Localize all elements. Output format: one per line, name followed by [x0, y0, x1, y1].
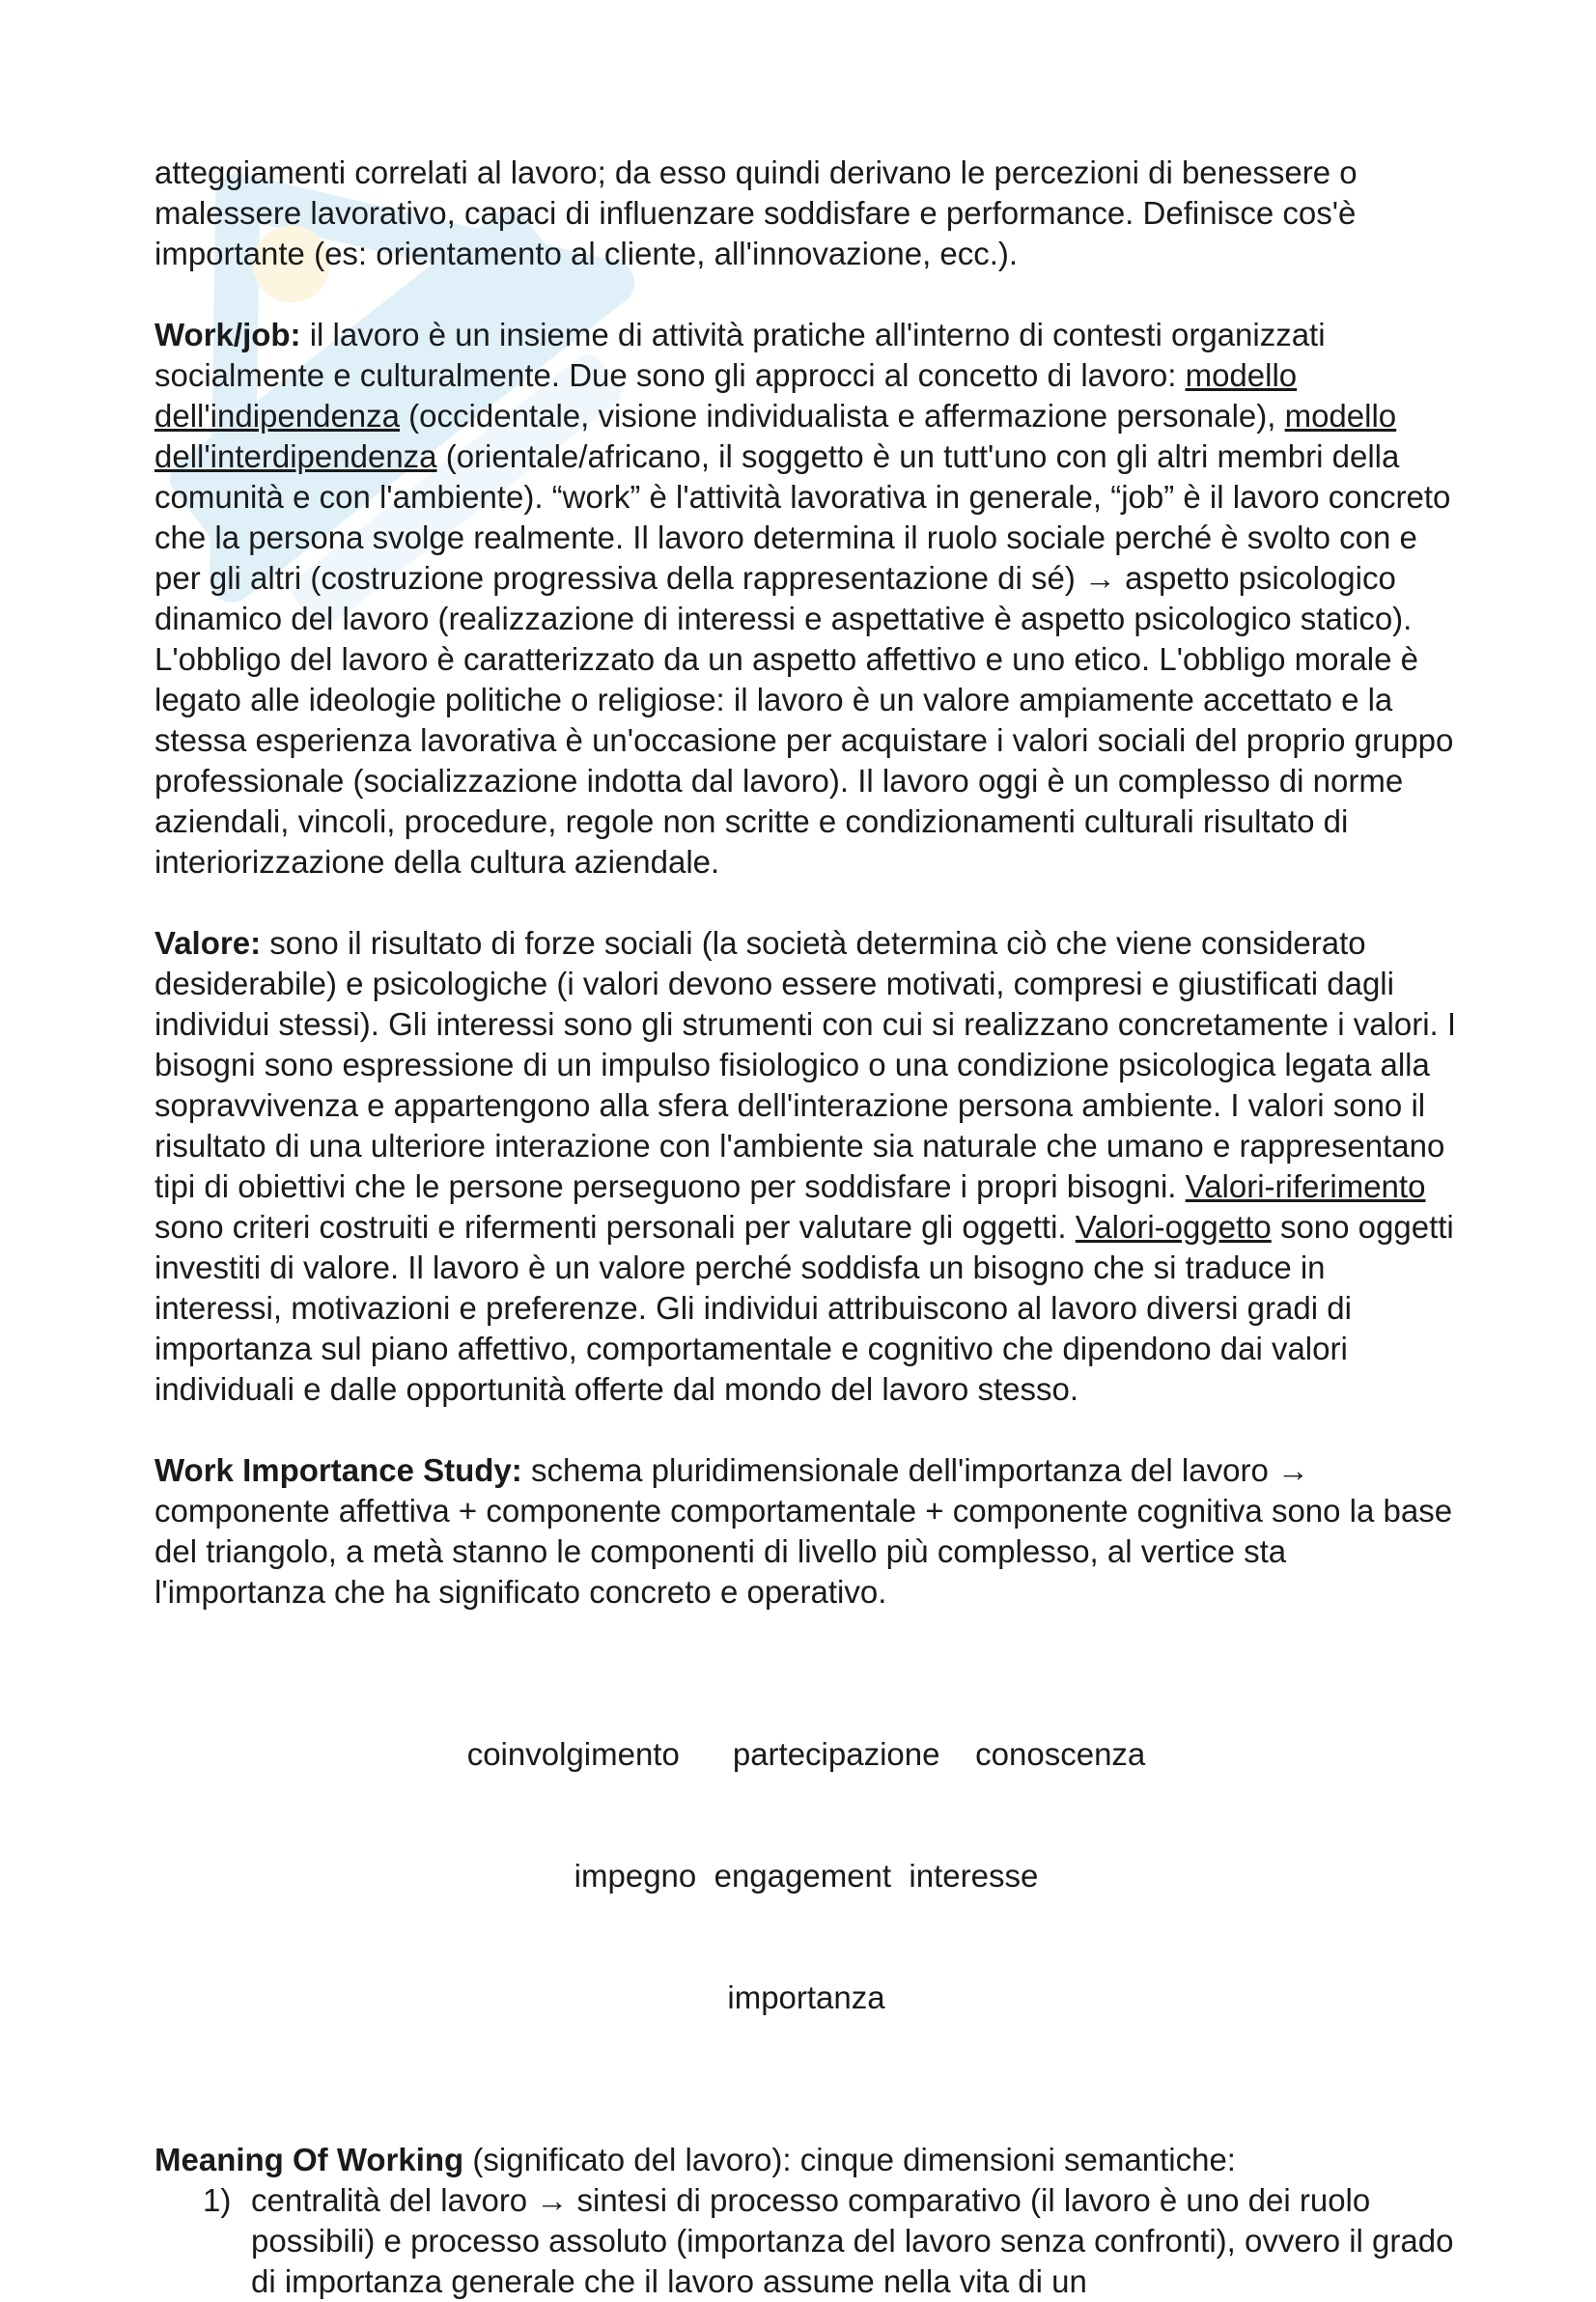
- wis-text: schema pluridimensionale dell'importanza del lavoro → componente affettiva + componente comportamentale + componente cognitiva sono la base del triangolo, a metà stanno le componenti di livello più complesso, al vertice sta l'importanza che ha significato concreto e operativo.: [154, 1452, 1453, 1610]
- work-job-text-3: (orientale/africano, il soggetto è un tutt'uno con gli altri membri della comunità e con l'ambiente). “work” è l'attività lavorativa in generale, “job” è il lavoro concreto che la persona svolge realmente. Il lavoro determina il ruolo sociale perché è svolto con e per gli altri (costruzione progressiva della rappresentazione di sé) → aspetto psicologico dinamico del lavoro (realizzazione di interessi e aspettative è aspetto psicologico statico). L'obbligo del lavoro è caratterizzato da un aspetto affettivo e uno etico. L'obbligo morale è legato alle ideologie politiche o religiose: il lavoro è un valore ampiamente accettato e la stessa esperienza lavorativa è un'occasione per acquistare i valori sociali del proprio gruppo professionale (socializzazione indotta dal lavoro). Il lavoro oggi è un complesso di norme aziendali, vincoli, procedure, regole non scritte e condizionamenti culturali risultato di interiorizzazione della cultura aziendale.: [154, 438, 1454, 880]
- importance-triangle: [154, 1653, 1458, 2099]
- underlined-term-modello-indipendenza: modello dell'indipendenza: [154, 357, 1298, 434]
- underlined-term-valori-riferimento: Valori-riferimento: [1185, 1168, 1426, 1204]
- mow-heading: [154, 2140, 1458, 2180]
- valore-text-1: sono il risultato di forze sociali (la società determina ciò che viene considerato desiderabile) e psicologiche (i valori devono essere motivati, compresi e giustificati dagli individui stessi). Gli interessi sono gli strumenti con cui si realizzano concretamente i valori. I bisogni sono espressione di un impulso fisiologico o una condizione psicologica legata alla sopravvivenza e appartengono alla sfera dell'interazione persona ambiente. I valori sono il risultato di una ulteriore interazione con l'ambiente sia naturale che umano e rappresentano tipi di obiettivi che le persone perseguono per soddisfare i propri bisogni.: [154, 925, 1457, 1204]
- paragraph-work-job: [154, 315, 1458, 883]
- term-work-job: Work/job:: [154, 317, 301, 352]
- mow-heading-text: (significato del lavoro): cinque dimensioni semantiche:: [463, 2142, 1236, 2177]
- triangle-row-middle: impegno engagement interesse: [574, 1858, 1039, 1894]
- triangle-row-base: coinvolgimento partecipazione conoscenza: [466, 1736, 1146, 1772]
- term-valore: Valore:: [154, 925, 262, 961]
- section-meaning-of-working: [154, 2140, 1458, 2302]
- work-job-text-1: il lavoro è un insieme di attività pratiche all'interno di contesti organizzati socialmente e culturalmente. Due sono gli approcci al concetto di lavoro:: [154, 317, 1326, 393]
- term-meaning-of-working: Meaning Of Working: [154, 2142, 464, 2177]
- paragraph-valore: [154, 923, 1458, 1410]
- valore-text-3: sono oggetti investiti di valore. Il lavoro è un valore perché soddisfa un bisogno che si traduce in interessi, motivazioni e preferenze. Gli individui attribuiscono al lavoro diversi gradi di importanza sul piano affettivo, comportamentale e cognitivo che dipendono dai valori individuali e dalle opportunità offerte dal mondo del lavoro stesso.: [154, 1209, 1454, 1407]
- underlined-term-valori-oggetto: Valori-oggetto: [1075, 1209, 1272, 1245]
- valore-text-2: sono criteri costruiti e rifermenti personali per valutare gli oggetti.: [154, 1209, 1076, 1245]
- list-item-text: centralità del lavoro → sintesi di processo comparativo (il lavoro è uno dei ruolo possibili) e processo assoluto (importanza del lavoro senza confronti), ovvero il grado di importanza generale che il lavoro assume nella vita di un: [251, 2182, 1454, 2299]
- term-work-importance-study: Work Importance Study:: [154, 1452, 522, 1488]
- paragraph-intro-text: atteggiamenti correlati al lavoro; da esso quindi derivano le percezioni di benessere o malessere lavorativo, capaci di influenzare soddisfare e performance. Definisce cos'è importante (es: orientamento al cliente, all'innovazione, ecc.).: [154, 154, 1358, 271]
- paragraph-work-importance-study: [154, 1450, 1458, 1613]
- triangle-row-top: importanza: [727, 1979, 885, 2015]
- underlined-term-modello-interdipendenza: modello dell'interdipendenza: [154, 398, 1397, 474]
- work-job-text-2: (occidentale, visione individualista e affermazione personale),: [400, 398, 1285, 434]
- list-item: [154, 2180, 1458, 2302]
- paragraph-intro: [154, 153, 1458, 274]
- list-item-number: 1): [203, 2182, 232, 2218]
- mow-list: [154, 2180, 1458, 2302]
- document-page: [154, 153, 1458, 2302]
